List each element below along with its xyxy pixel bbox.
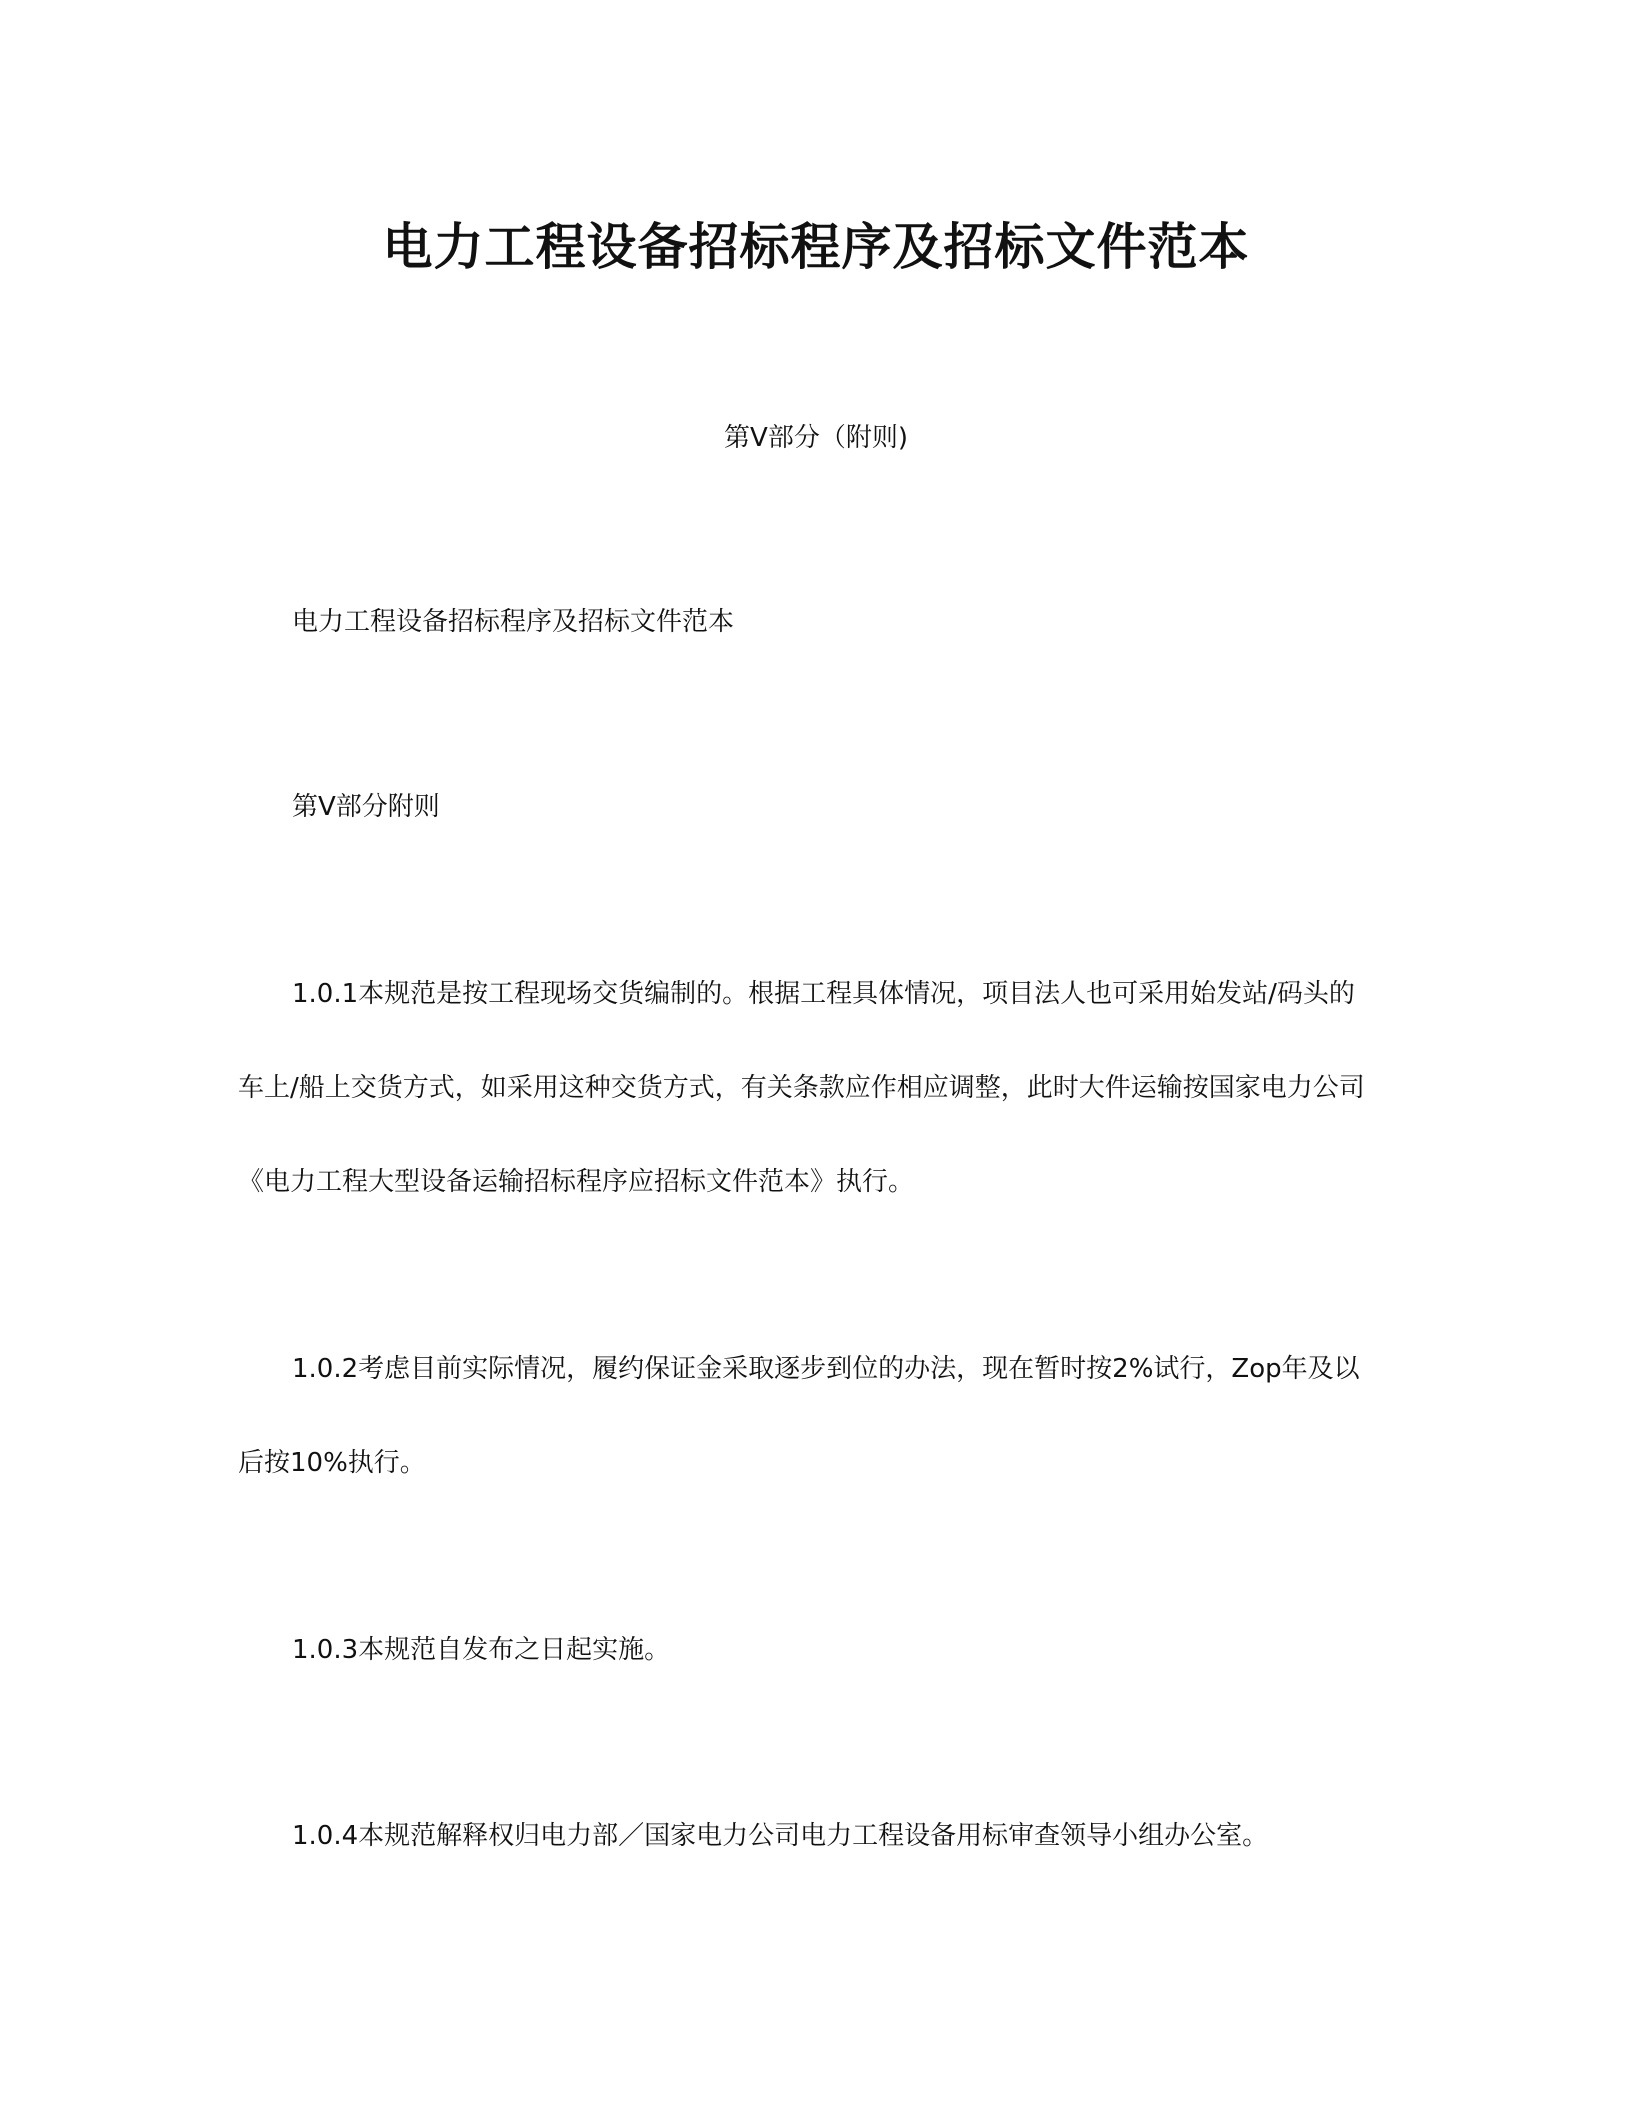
document-subtitle: 第Ⅴ部分（附则) xyxy=(724,423,908,453)
paragraph-clause-1-0-3: 1.0.3本规范自发布之日起实施。 xyxy=(292,1635,671,1665)
paragraph-clause-1-0-1: 1.0.1本规范是按工程现场交货编制的。根据工程具体情况，项目法人也可采用始发站/码头的车上/船上交货方式，如采用这种交货方式，有关条款应作相应调整，此时大件运输按国家电力公司《电力工程大型设备运输招标程序应招标文件范本》执行。 xyxy=(238,979,1365,1197)
paragraph-title-repeat: 电力工程设备招标程序及招标文件范本 xyxy=(292,607,735,637)
paragraph-clause-1-0-2: 1.0.2考虑目前实际情况，履约保证金采取逐步到位的办法，现在暂时按2%试行，Zop年及以后按10%执行。 xyxy=(238,1354,1360,1478)
paragraph-part-heading: 第Ⅴ部分附则 xyxy=(292,792,440,822)
paragraph-clause-1-0-4: 1.0.4本规范解释权归电力部／国家电力公司电力工程设备用标审查领导小组办公室。 xyxy=(292,1821,1269,1851)
document-title: 电力工程设备招标程序及招标文件范本 xyxy=(382,218,1250,276)
